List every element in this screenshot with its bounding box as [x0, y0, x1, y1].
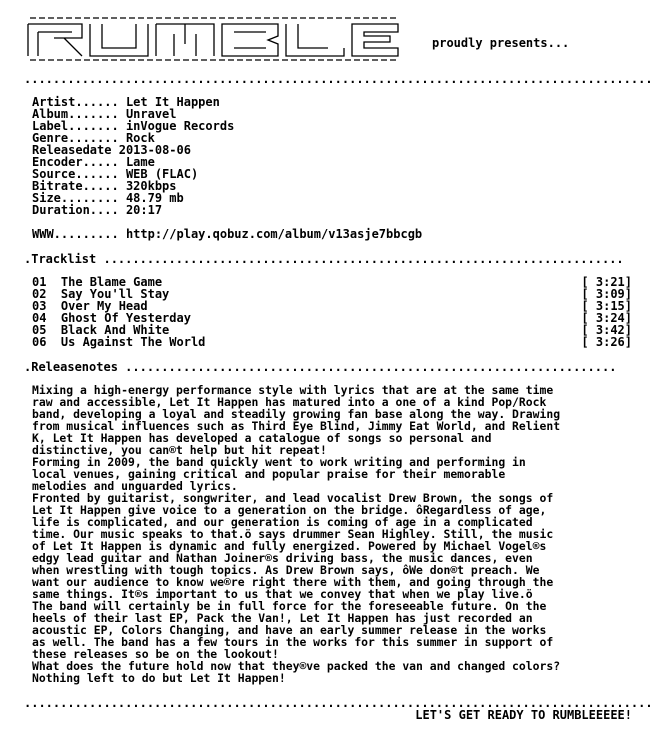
note-line: distinctive, you can®t help but hit repeat!	[32, 443, 327, 457]
note-line: The band will certainly be in full force for the foreseeable future. On the	[32, 599, 547, 613]
note-line: life is complicated, and our generation is coming of age in a complicated	[32, 515, 533, 529]
www-line	[32, 228, 422, 240]
footer-text: LET'S GET READY TO RUMBLEEEEE!	[415, 708, 632, 722]
note-line: What does the future hold now that they®ve packed the van and changed colors?	[32, 659, 561, 673]
note-line: time. Our music speaks to that.ö says drummer Sean Highley. Still, the music	[32, 527, 554, 541]
note-line: Fronted by guitarist, songwriter, and lead vocalist Drew Brown, the songs of	[32, 491, 554, 505]
info-value: inVogue Records	[125, 119, 235, 133]
track-title: Ghost Of Yesterday	[60, 311, 191, 325]
note-line: edgy lead guitar and Nathan Joiner®s driving bass, the music dances, even	[32, 551, 533, 565]
track-number: 02	[32, 287, 47, 301]
info-value: 20:17	[125, 203, 163, 217]
track-duration: [ 3:09]	[581, 287, 632, 301]
track-title: Black And White	[60, 323, 170, 337]
note-line: Nothing left to do but Let It Happen!	[32, 671, 286, 685]
track-number: 05	[32, 323, 47, 337]
info-value: 48.79 mb	[125, 191, 184, 205]
tracklist	[32, 276, 632, 348]
tracklist-title: .Tracklist	[24, 252, 97, 266]
info-value: Let It Happen	[125, 95, 220, 109]
info-key: Bitrate.....	[32, 179, 119, 193]
info-value: Rock	[125, 131, 155, 145]
track-duration: [ 3:24]	[581, 311, 632, 325]
track-duration: [ 3:26]	[581, 335, 632, 349]
separator-top: .......................................................................................	[24, 72, 653, 86]
note-line: Mixing a high-energy performance style with lyrics that are at the same time	[32, 383, 554, 397]
track-number: 01	[32, 275, 47, 289]
info-key: Encoder.....	[32, 155, 119, 169]
note-line: band, developing a loyal and steadily growing fan base along the way. Drawing	[32, 407, 561, 421]
track-title: Say You'll Stay	[60, 287, 170, 301]
track-number: 04	[32, 311, 47, 325]
note-line: from musical influences such as Third Eye Blind, Jimmy Eat World, and Relient	[32, 419, 561, 433]
note-line: heels of their last EP, Pack the Van!, Let It Happen has just recorded an	[32, 611, 533, 625]
note-line: same things. It®s important to us that we convey that when we play live.ö	[32, 587, 533, 601]
info-key: Genre.......	[32, 131, 119, 145]
track-title: The Blame Game	[60, 275, 163, 289]
track-number: 03	[32, 299, 47, 313]
note-line: Let It Happen give voice to a generation on the bridge. ôRegardless of age,	[32, 503, 547, 517]
note-line: local venues, gaining critical and popular praise for their memorable	[32, 467, 506, 481]
note-line: raw and accessible, Let It Happen has matured into a one of a kind Pop/Rock	[32, 395, 547, 409]
info-key: Source......	[32, 167, 119, 181]
tracklist-header: .Tracklist ........................................................................	[24, 252, 624, 266]
info-value: 2013-08-06	[118, 143, 191, 157]
info-key: Duration....	[32, 203, 119, 217]
note-line: want our audience to know we®re right there with them, and going through the	[32, 575, 554, 589]
note-line: K, Let It Happen has developed a catalogue of songs so personal and	[32, 431, 492, 445]
note-line: when wrestling with tough topics. As Drew Brown says, ôWe don®t preach. We	[32, 563, 540, 577]
separator-bottom: .......................................................................................	[24, 696, 653, 710]
note-line: as well. The band has a few tours in the works for this summer in support of	[32, 635, 554, 649]
info-key: Artist......	[32, 95, 119, 109]
note-line: Forming in 2009, the band quickly went to work writing and performing in	[32, 455, 526, 469]
releasenotes-header: .Releasenotes ....................................................................	[24, 360, 617, 374]
www-url[interactable]: http://play.qobuz.com/album/v13asje7bbcgb	[125, 227, 423, 241]
track-title: Us Against The World	[60, 335, 206, 349]
info-row	[32, 204, 234, 216]
presents-text: proudly presents...	[432, 36, 570, 50]
releasenotes-title: .Releasenotes	[24, 360, 118, 374]
info-value: 320kbps	[125, 179, 177, 193]
info-value: WEB (FLAC)	[125, 167, 199, 181]
note-line: these releases so be on the lookout!	[32, 647, 279, 661]
track-duration: [ 3:15]	[581, 299, 632, 313]
info-value: Lame	[125, 155, 155, 169]
release-notes	[32, 384, 652, 684]
track-duration: [ 3:42]	[581, 323, 632, 337]
info-key: Label.......	[32, 119, 119, 133]
www-key: WWW.........	[32, 227, 119, 241]
info-key: Size........	[32, 191, 119, 205]
track-title: Over My Head	[60, 299, 148, 313]
note-line: of Let It Happen is dynamic and fully energized. Powered by Michael Vogel®s	[32, 539, 547, 553]
release-info	[32, 96, 234, 216]
track-row	[32, 336, 632, 348]
note-line: melodies and unguarded lyrics.	[32, 479, 238, 493]
note-line: acoustic EP, Colors Changing, and have an early summer release in the works	[32, 623, 547, 637]
info-key: Album.......	[32, 107, 119, 121]
track-duration: [ 3:21]	[581, 275, 632, 289]
info-value: Unravel	[125, 107, 177, 121]
rumble-logo	[24, 16, 404, 64]
track-number: 06	[32, 335, 47, 349]
info-key: Releasedate	[32, 143, 112, 157]
